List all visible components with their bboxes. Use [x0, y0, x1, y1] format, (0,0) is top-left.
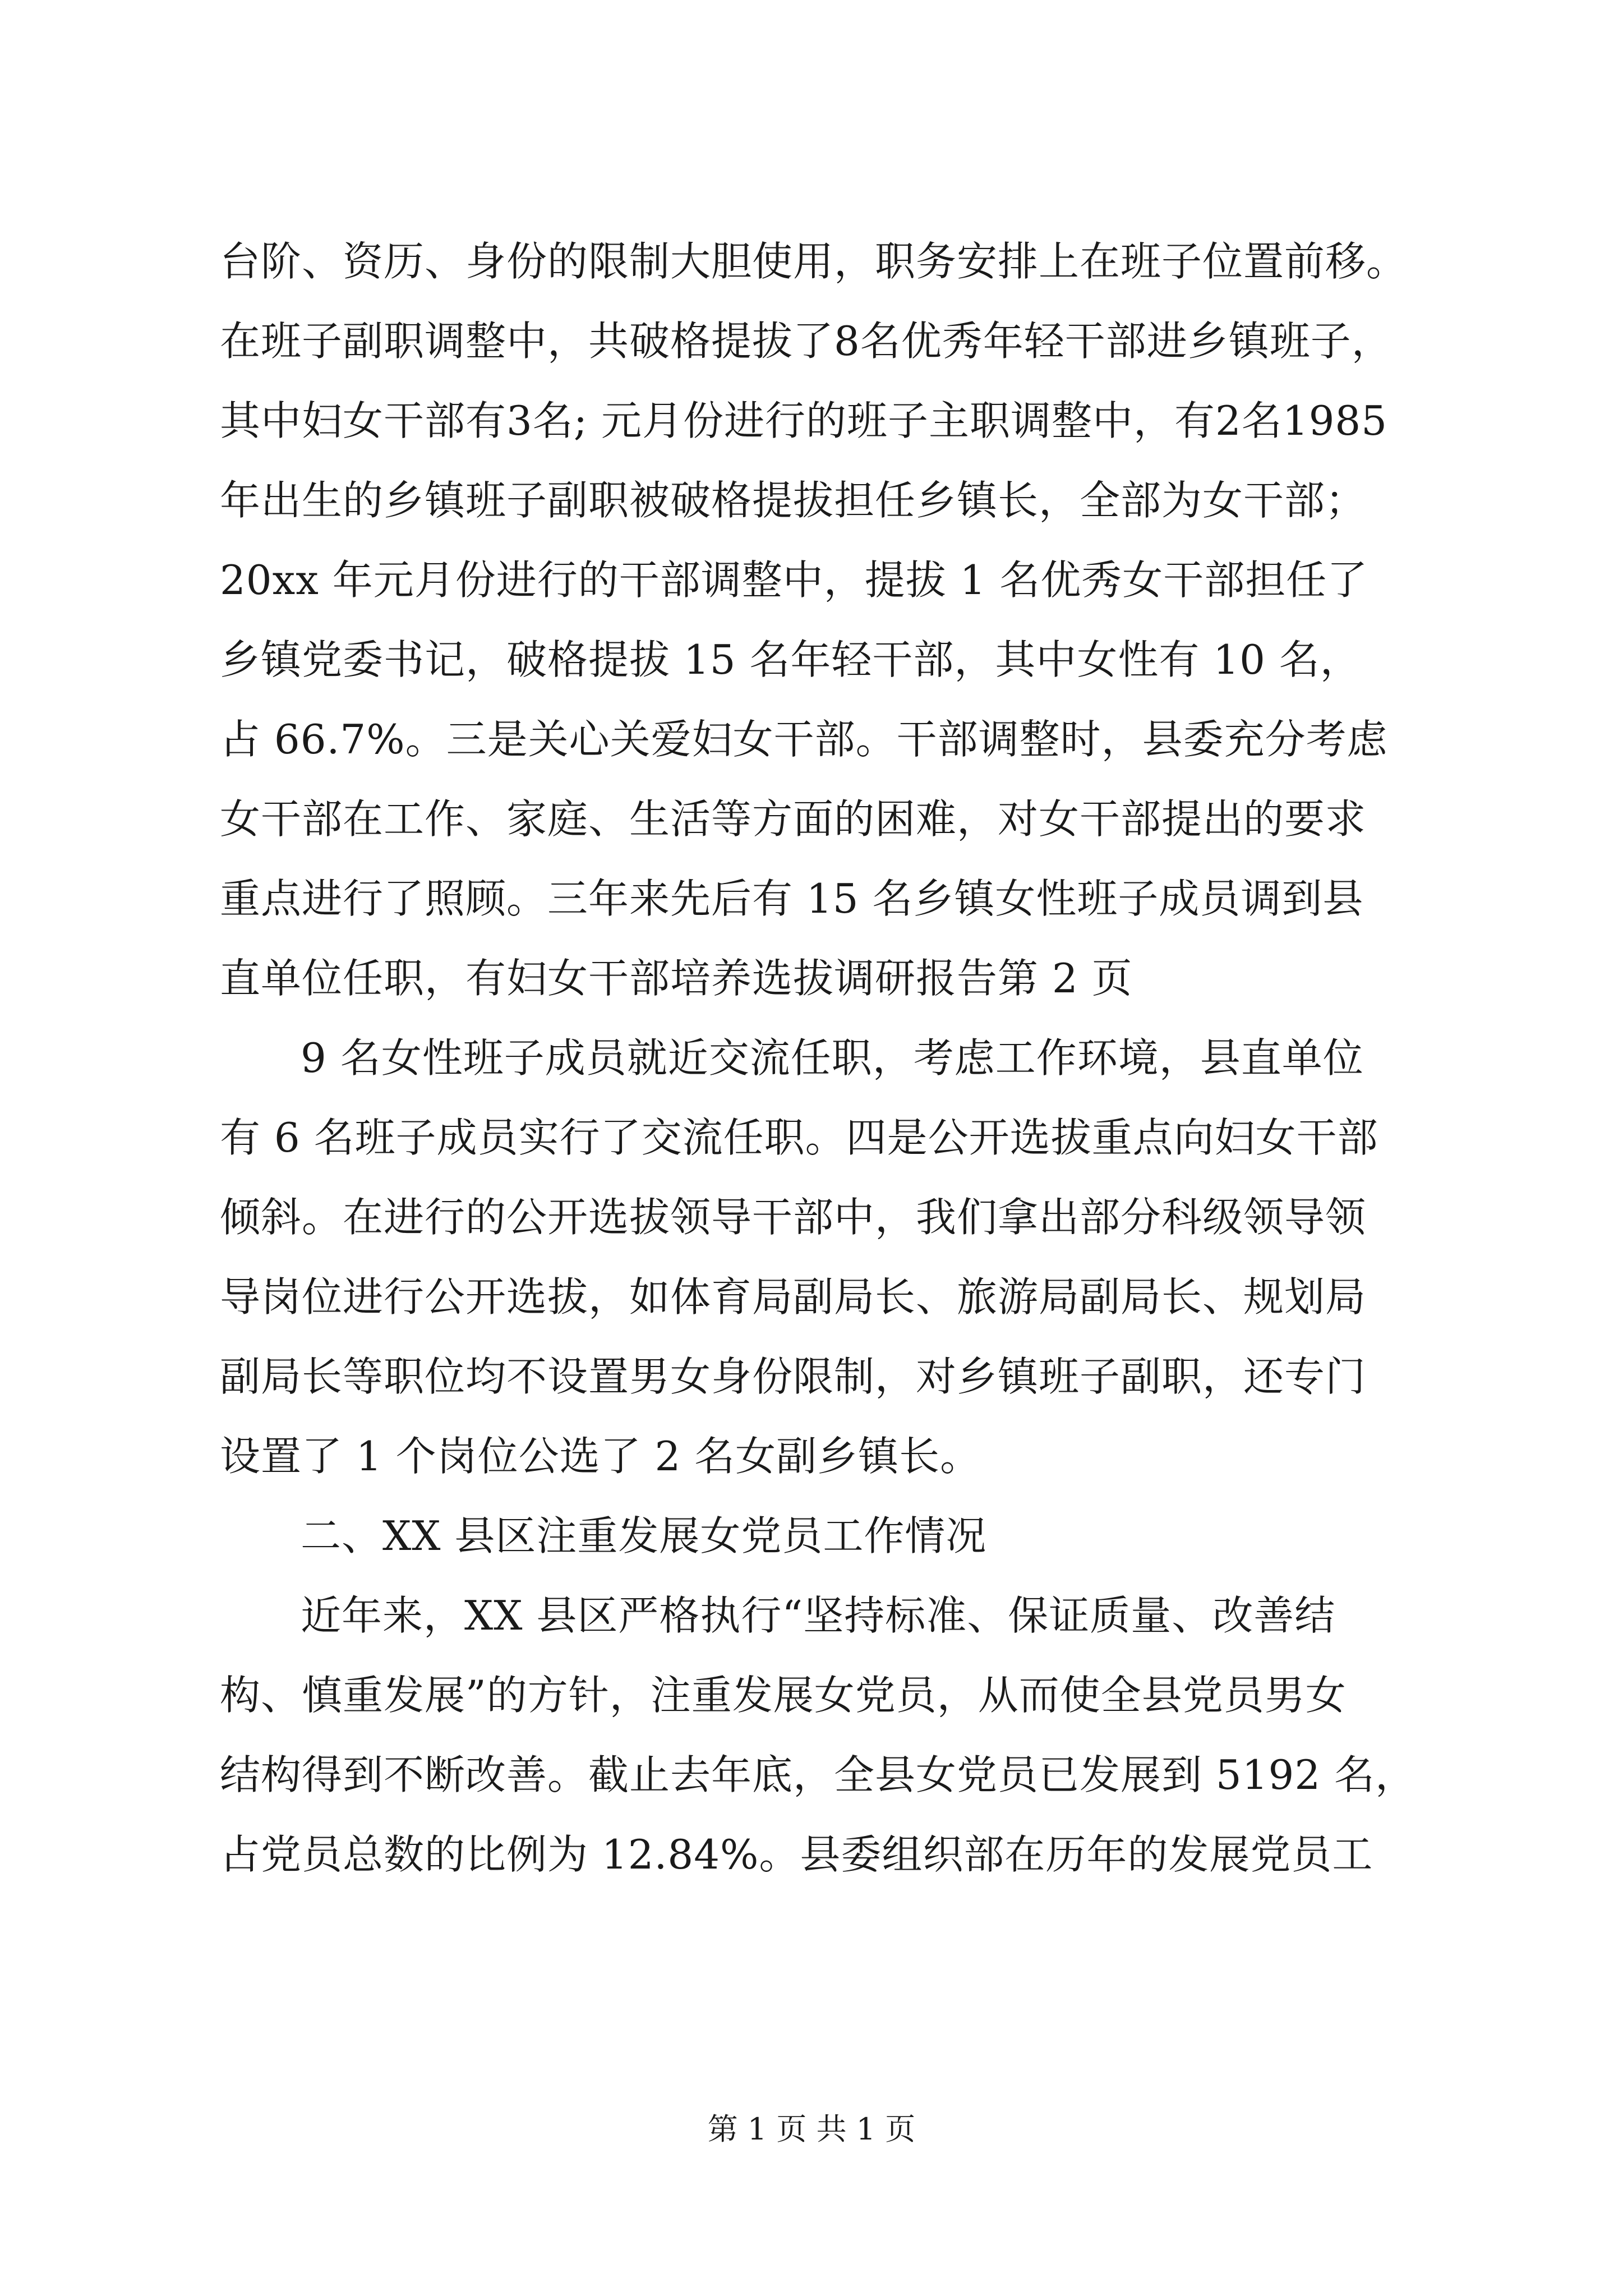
- text-line-3: 其中妇女干部有3名; 元月份进行的班子主职调整中，有2名1985: [220, 397, 1387, 444]
- text-line-11: 9 名女性班子成员就近交流任职，考虑工作环境，县直单位: [301, 1034, 1364, 1082]
- text-line-18: 近年来，XX 县区严格执行“坚持标准、保证质量、改善结: [301, 1592, 1336, 1639]
- text-line-5: 20xx 年元月份进行的干部调整中，提拔 1 名优秀女干部担任了: [220, 556, 1368, 604]
- text-line-4: 年出生的乡镇班子副职被破格提拔担任乡镇长，全部为女干部；: [220, 477, 1367, 524]
- text-line-1: 台阶、资历、身份的限制大胆使用，职务安排上在班子位置前移。: [220, 238, 1408, 285]
- text-line-2: 在班子副职调整中，共破格提拔了8名优秀年轻干部进乡镇班子，: [220, 318, 1393, 365]
- text-line-21: 占党员总数的比例为 12.84%。县委组织部在历年的发展党员工: [220, 1831, 1373, 1878]
- text-line-10: 直单位任职，有妇女干部培养选拔调研报告第 2 页: [220, 955, 1133, 1002]
- text-line-19: 构、慎重发展”的方针，注重发展女党员，从而使全县党员男女: [220, 1672, 1347, 1719]
- text-line-9: 重点进行了照顾。三年来先后有 15 名乡镇女性班子成员调到县: [220, 875, 1364, 922]
- text-line-7: 占 66.7%。三是关心关爱妇女干部。干部调整时，县委充分考虑: [220, 716, 1388, 763]
- text-line-12: 有 6 名班子成员实行了交流任职。四是公开选拔重点向妇女干部: [220, 1114, 1378, 1161]
- text-line-8: 女干部在工作、家庭、生活等方面的困难，对女干部提出的要求: [220, 795, 1367, 843]
- text-line-13: 倾斜。在进行的公开选拔领导干部中，我们拿出部分科级领导领: [220, 1194, 1367, 1241]
- text-line-20: 结构得到不断改善。截止去年底，全县女党员已发展到 5192 名，: [220, 1751, 1417, 1798]
- text-line-15: 副局长等职位均不设置男女身份限制，对乡镇班子副职，还专门: [220, 1353, 1367, 1400]
- text-line-16: 设置了 1 个岗位公选了 2 名女副乡镇长。: [220, 1433, 981, 1480]
- text-line-14: 导岗位进行公开选拔，如体育局副局长、旅游局副局长、规划局: [220, 1273, 1367, 1320]
- page-footer: 第 1 页 共 1 页: [707, 2111, 916, 2147]
- text-line-6: 乡镇党委书记，破格提拔 15 名年轻干部，其中女性有 10 名，: [220, 636, 1361, 683]
- document-body: [220, 222, 1448, 1894]
- section-heading: 二、XX 县区注重发展女党员工作情况: [301, 1512, 987, 1559]
